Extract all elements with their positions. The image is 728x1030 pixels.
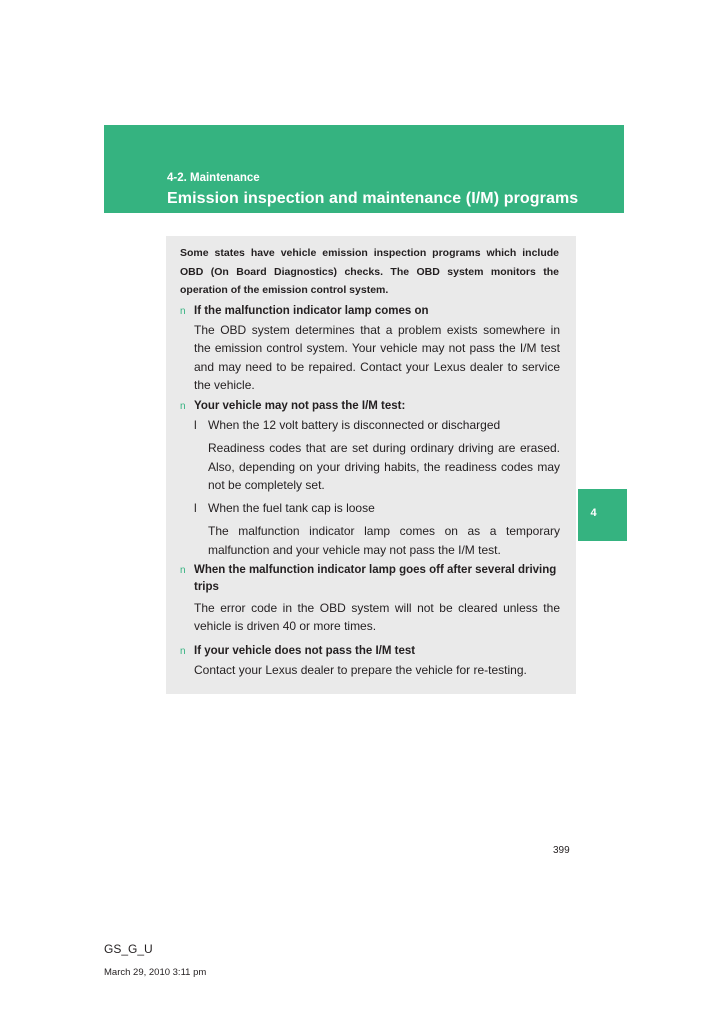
list-item-text: Readiness codes that are set during ordinary driving are erased. Also, depending on your driving habits, the readiness codes may not be completely set. xyxy=(208,441,560,492)
section-may-not-pass xyxy=(180,398,560,559)
bullet-icon: n xyxy=(180,306,186,317)
section-body: The error code in the OBD system will not be cleared unless the vehicle is driven 40 or more times. xyxy=(194,601,560,634)
section-malfunction-lamp-on xyxy=(180,303,560,394)
list-marker-icon: l xyxy=(194,418,197,432)
footer-date: March 29, 2010 3:11 pm xyxy=(104,967,207,978)
section-heading xyxy=(180,643,560,660)
heading-text: If the malfunction indicator lamp comes on xyxy=(194,305,429,317)
page-number: 399 xyxy=(553,845,570,856)
intro-text: Some states have vehicle emission inspection programs which include OBD (On Board Diagnostics) checks. The OBD system monitors the operation of the emission control system. xyxy=(180,247,559,296)
footer-code: GS_G_U xyxy=(104,942,153,956)
list-item-label: When the fuel tank cap is loose xyxy=(208,501,375,516)
bullet-icon: n xyxy=(180,401,186,412)
section-heading xyxy=(180,398,560,415)
list-item xyxy=(180,499,560,517)
list-item-label: When the 12 volt battery is disconnected or discharged xyxy=(208,418,501,432)
bullet-icon: n xyxy=(180,646,186,657)
section-body: Contact your Lexus dealer to prepare the vehicle for re-testing. xyxy=(194,663,527,677)
list-item-text: The malfunction indicator lamp comes on as a temporary malfunction and your vehicle may not pass the I/M test. xyxy=(208,524,560,557)
list-item xyxy=(180,416,560,434)
section-heading xyxy=(180,303,560,320)
section-body: The OBD system determines that a problem exists somewhere in the emission control system. Your vehicle may not pass the I/M test and may need to be repaired. Contact your Lexus dealer to service the vehicle. xyxy=(194,323,560,392)
page-title: Emission inspection and maintenance (I/M) programs xyxy=(167,190,579,207)
chapter-number: 4 xyxy=(590,507,597,519)
bullet-icon: n xyxy=(180,565,186,576)
section-does-not-pass xyxy=(180,643,560,679)
list-marker-icon: l xyxy=(194,501,197,516)
heading-text: Your vehicle may not pass the I/M test: xyxy=(194,400,406,412)
section-heading xyxy=(180,562,560,596)
section-lamp-goes-off xyxy=(180,562,560,636)
section-label: 4-2. Maintenance xyxy=(167,172,260,184)
heading-text: If your vehicle does not pass the I/M test xyxy=(194,645,416,657)
heading-text: When the malfunction indicator lamp goes off after several driving trips xyxy=(194,564,557,593)
